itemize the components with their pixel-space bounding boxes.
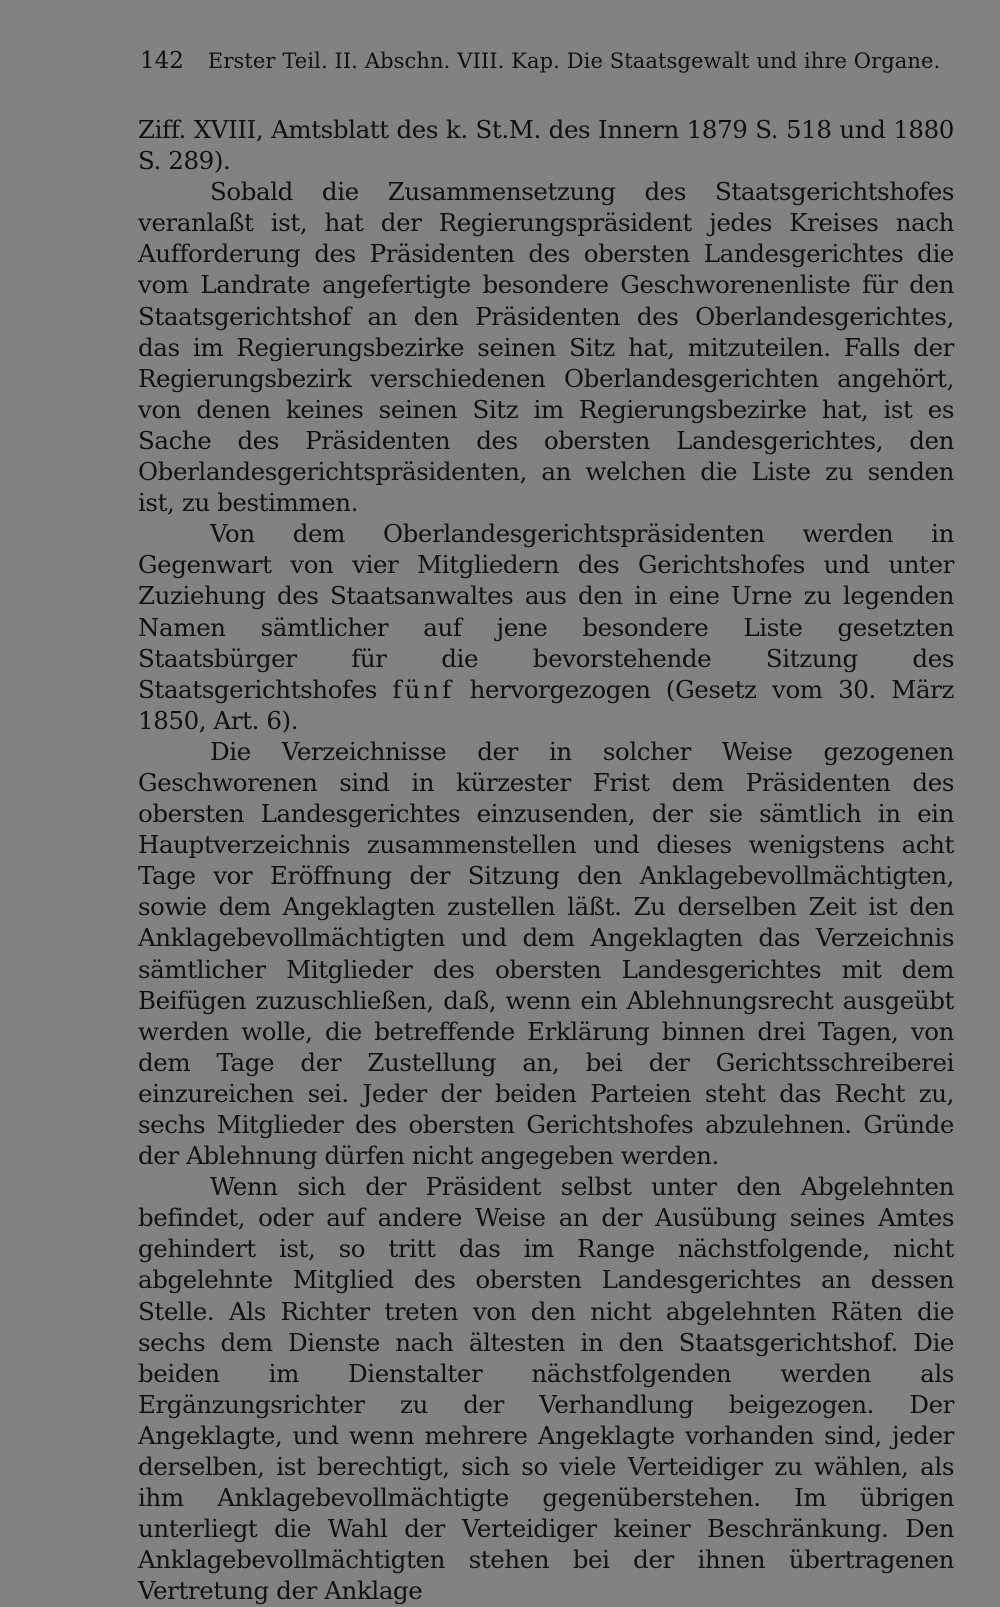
emphasized-word: fünf	[392, 674, 455, 704]
paragraph-continuation: Ziff. XVIII, Amtsblatt des k. St.M. des Innern 1879 S. 518 und 1880 S. 289).	[138, 115, 954, 176]
page-number: 142	[140, 48, 184, 74]
paragraph-court-composition: Sobald die Zusammensetzung des Staatsgerichtshofes veranlaßt ist, hat der Regierungspräsident jedes Kreises nach Aufforderung des Präsidenten des obersten Landesgerichtes die vom Landrate angefertigte besondere Geschworenenliste für den Staatsgerichtshof an den Präsidenten des Oberlandesgerichtes, das im Regierungsbezirke seinen Sitz hat, mitzuteilen. Falls der Regierungsbezirk verschiedenen Oberlandesgerichten angehört, von denen keines seinen Sitz im Regierungsbezirke hat, ist es Sache des Präsidenten des obersten Landesgerichtes, den Oberlandesgerichtspräsidenten, an welchen die Liste zu senden ist, zu bestimmen.	[138, 177, 954, 518]
running-header	[140, 44, 952, 78]
paragraph-juror-drawing	[138, 518, 954, 736]
paragraph-juror-lists: Die Verzeichnisse der in solcher Weise gezogenen Geschworenen sind in kürzester Frist dem Präsidenten des obersten Landesgerichtes einzusenden, der sie sämtlich in ein Hauptverzeichnis zusammenstellen und dieses wenigstens acht Tage vor Eröffnung der Sitzung den Anklagebevollmächtigten, sowie dem Angeklagten zustellen läßt. Zu derselben Zeit ist den Anklagebevollmächtigten und dem Angeklagten das Verzeichnis sämtlicher Mitglieder des obersten Landesgerichtes mit dem Beifügen zuzuschließen, daß, wenn ein Ablehnungsrecht ausgeübt werden wolle, die betreffende Erklärung binnen drei Tagen, von dem Tage der Zustellung an, bei der Gerichtsschreiberei einzureichen sei. Jeder der beiden Parteien steht das Recht zu, sechs Mitglieder des obersten Gerichtshofes abzulehnen. Gründe der Ablehnung dürfen nicht angegeben werden.	[138, 736, 954, 1171]
running-title: Erster Teil. II. Abschn. VIII. Kap. Die Staatsgewalt und ihre Organe.	[207, 49, 941, 73]
paragraph-juror-drawing-end: hervorgezogen (Gesetz vom 30. März 1850, Art. 6).	[138, 674, 954, 735]
body-text	[138, 114, 954, 1607]
paragraph-president-replacement: Wenn sich der Präsident selbst unter den Abgelehnten befindet, oder auf andere Weise an der Ausübung seines Amtes gehindert ist, so tritt das im Range nächstfolgende, nicht abgelehnte Mitglied des obersten Landesgerichtes an dessen Stelle. Als Richter treten von den nicht abgelehnten Räten die sechs dem Dienste nach ältesten in den Staatsgerichtshof. Die beiden im Dienstalter nächstfolgenden werden als Ergänzungsrichter zu der Verhandlung beigezogen. Der Angeklagte, und wenn mehrere Angeklagte vorhanden sind, jeder derselben, ist berechtigt, sich so viele Verteidiger zu wählen, als ihm Anklagebevollmächtigte gegenüberstehen. Im übrigen unterliegt die Wahl der Verteidiger keiner Beschränkung. Den Anklagebevollmächtigten stehen bei der ihnen übertragenen Vertretung der Anklage	[138, 1172, 954, 1606]
paragraph-juror-drawing-start: Von dem Oberlandesgerichtspräsidenten werden in Gegenwart von vier Mitgliedern des Gerichtshofes und unter Zuziehung des Staatsanwaltes aus den in eine Urne zu legenden Namen sämtlicher auf jene besondere Liste gesetzten Staatsbürger für die bevorstehende Sitzung des Staatsgerichtshofes	[138, 519, 954, 704]
